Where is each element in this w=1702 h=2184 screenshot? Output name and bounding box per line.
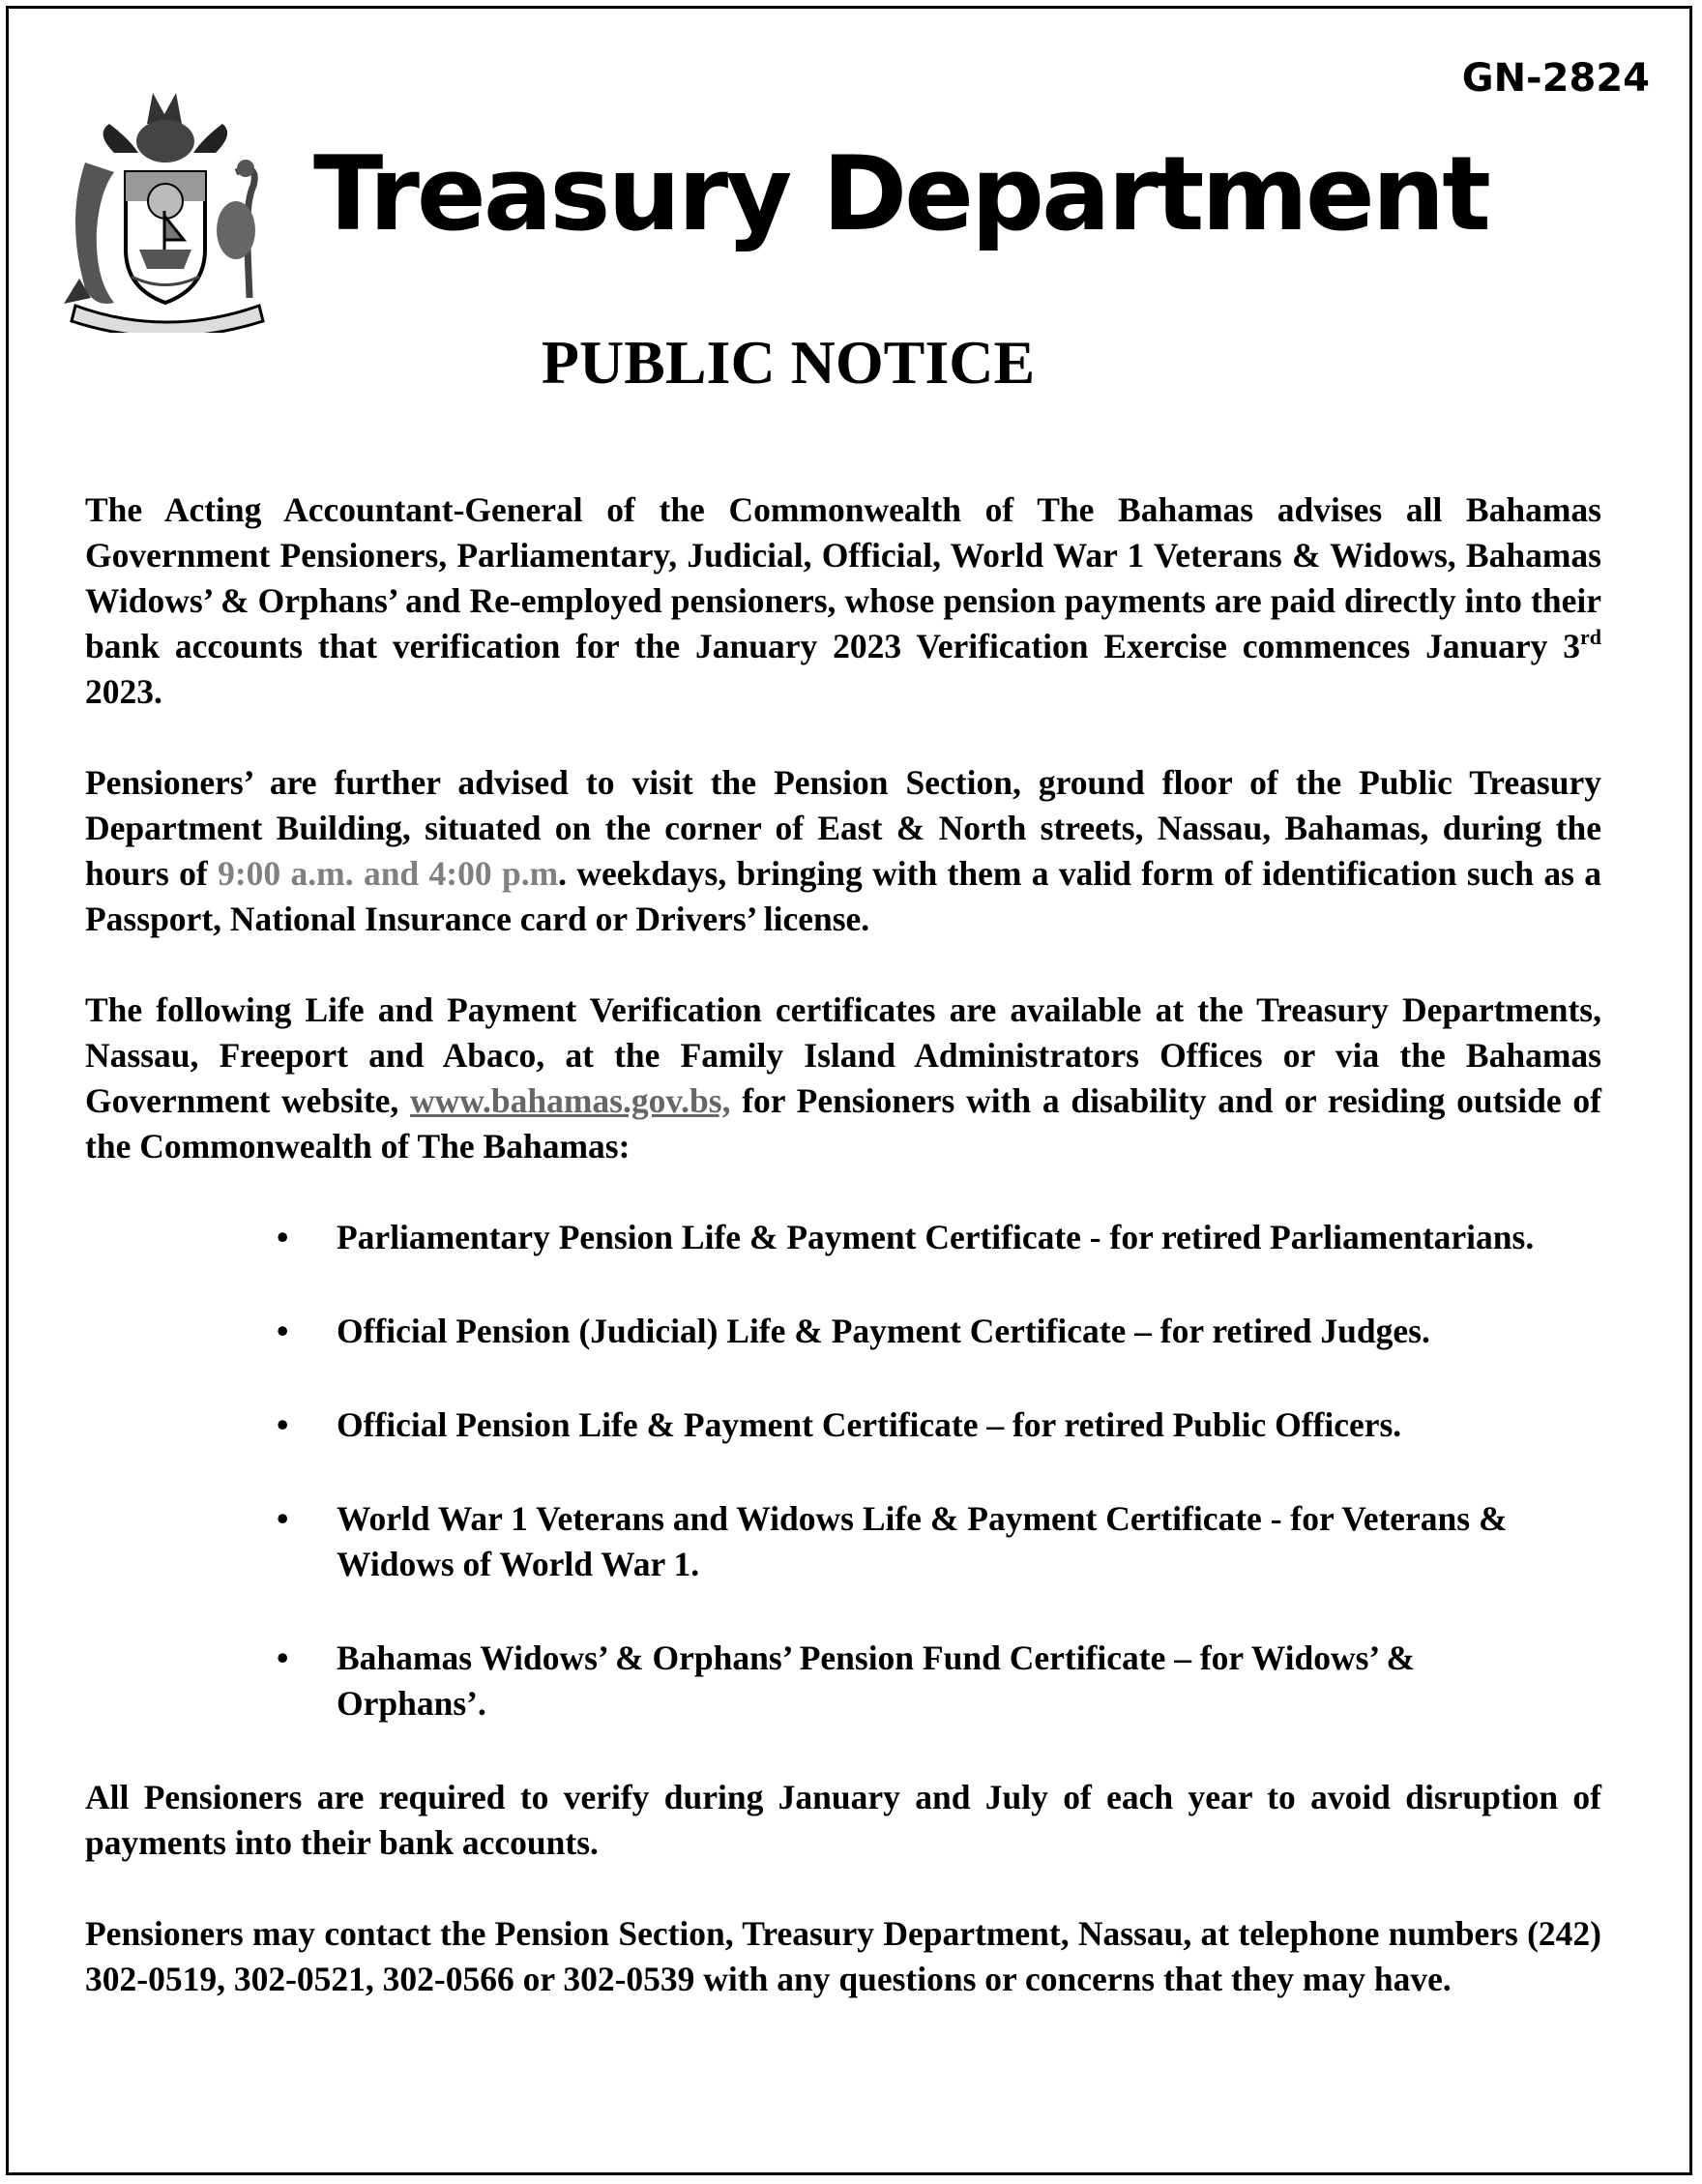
paragraph-intro-end: 2023.	[85, 672, 162, 711]
list-item	[85, 1215, 1601, 1260]
paragraph-certificates-text: The following Life and Payment Verification certificates are available at the Treasury Departments, Nassau, Freeport and Abaco, at the Family Island Administrators Offices or via the Bahamas Government website,	[85, 990, 1601, 1120]
certificate-text: Parliamentary Pension Life & Payment Certificate - for retired Parliamentarians.	[337, 1218, 1535, 1256]
certificate-text: Official Pension (Judicial) Life & Payment Certificate – for retired Judges.	[337, 1312, 1430, 1350]
paragraph-requirement: All Pensioners are required to verify during January and July of each year to avoid disruption of payments into their bank accounts.	[85, 1778, 1601, 1862]
notice-heading: PUBLIC NOTICE	[541, 328, 1036, 397]
paragraph-certificates	[85, 988, 1601, 1169]
bullet-icon: •	[277, 1638, 289, 1677]
page-title: Treasury Department	[313, 134, 1488, 253]
notice-number: GN-2824	[1461, 56, 1650, 101]
office-hours: 9:00 a.m. and 4:00 p.m	[218, 854, 559, 893]
website-link[interactable]: www.bahamas.gov.bs,	[410, 1081, 731, 1120]
coat-of-arms-icon	[56, 85, 279, 333]
certificate-text: Official Pension Life & Payment Certificate – for retired Public Officers.	[337, 1405, 1402, 1444]
paragraph-visit-text: Pensioners’ are further advised to visit the Pension Section, ground floor of the Public Treasury Department Building, situated on the corner of East & North streets, Nassau, Bahamas, during the hours of	[85, 763, 1601, 893]
list-item	[85, 1309, 1601, 1354]
bullet-icon: •	[277, 1499, 289, 1538]
bullet-icon: •	[277, 1312, 289, 1350]
paragraph-certificates-end: for Pensioners with a disability and or residing outside of the Commonwealth of The Bahamas:	[85, 1081, 1601, 1166]
bullet-icon: •	[277, 1405, 289, 1444]
notice-body	[85, 487, 1601, 2048]
paragraph-intro	[85, 487, 1601, 715]
certificate-text: Bahamas Widows’ & Orphans’ Pension Fund Certificate – for Widows’ & Orphans’.	[337, 1638, 1416, 1723]
certificate-list	[85, 1215, 1601, 1727]
bullet-icon: •	[277, 1218, 289, 1256]
list-item	[85, 1496, 1601, 1587]
date-suffix: rd	[1580, 625, 1601, 649]
paragraph-contact: Pensioners may contact the Pension Section, Treasury Department, Nassau, at telephone numbers (242) 302-0519, 302-0521, 302-0566 or 302-0539 with any questions or concerns that they may have.	[85, 1914, 1601, 1998]
certificate-text: World War 1 Veterans and Widows Life & Payment Certificate - for Veterans & Widows of World War 1.	[337, 1499, 1508, 1583]
paragraph-visit	[85, 760, 1601, 942]
list-item	[85, 1636, 1601, 1727]
list-item	[85, 1402, 1601, 1448]
paragraph-visit-end: . weekdays, bringing with them a valid form of identification such as a Passport, National Insurance card or Drivers’ license.	[85, 854, 1601, 938]
paragraph-intro-text: The Acting Accountant-General of the Commonwealth of The Bahamas advises all Bahamas Government Pensioners, Parliamentary, Judicial, Official, World War 1 Veterans & Widows, Bahamas Widows’ & Orphans’ and Re-employed pensioners, whose pension payments are paid directly into their bank accounts that verification for the January 2023 Verification Exercise commences January 3	[85, 490, 1601, 665]
